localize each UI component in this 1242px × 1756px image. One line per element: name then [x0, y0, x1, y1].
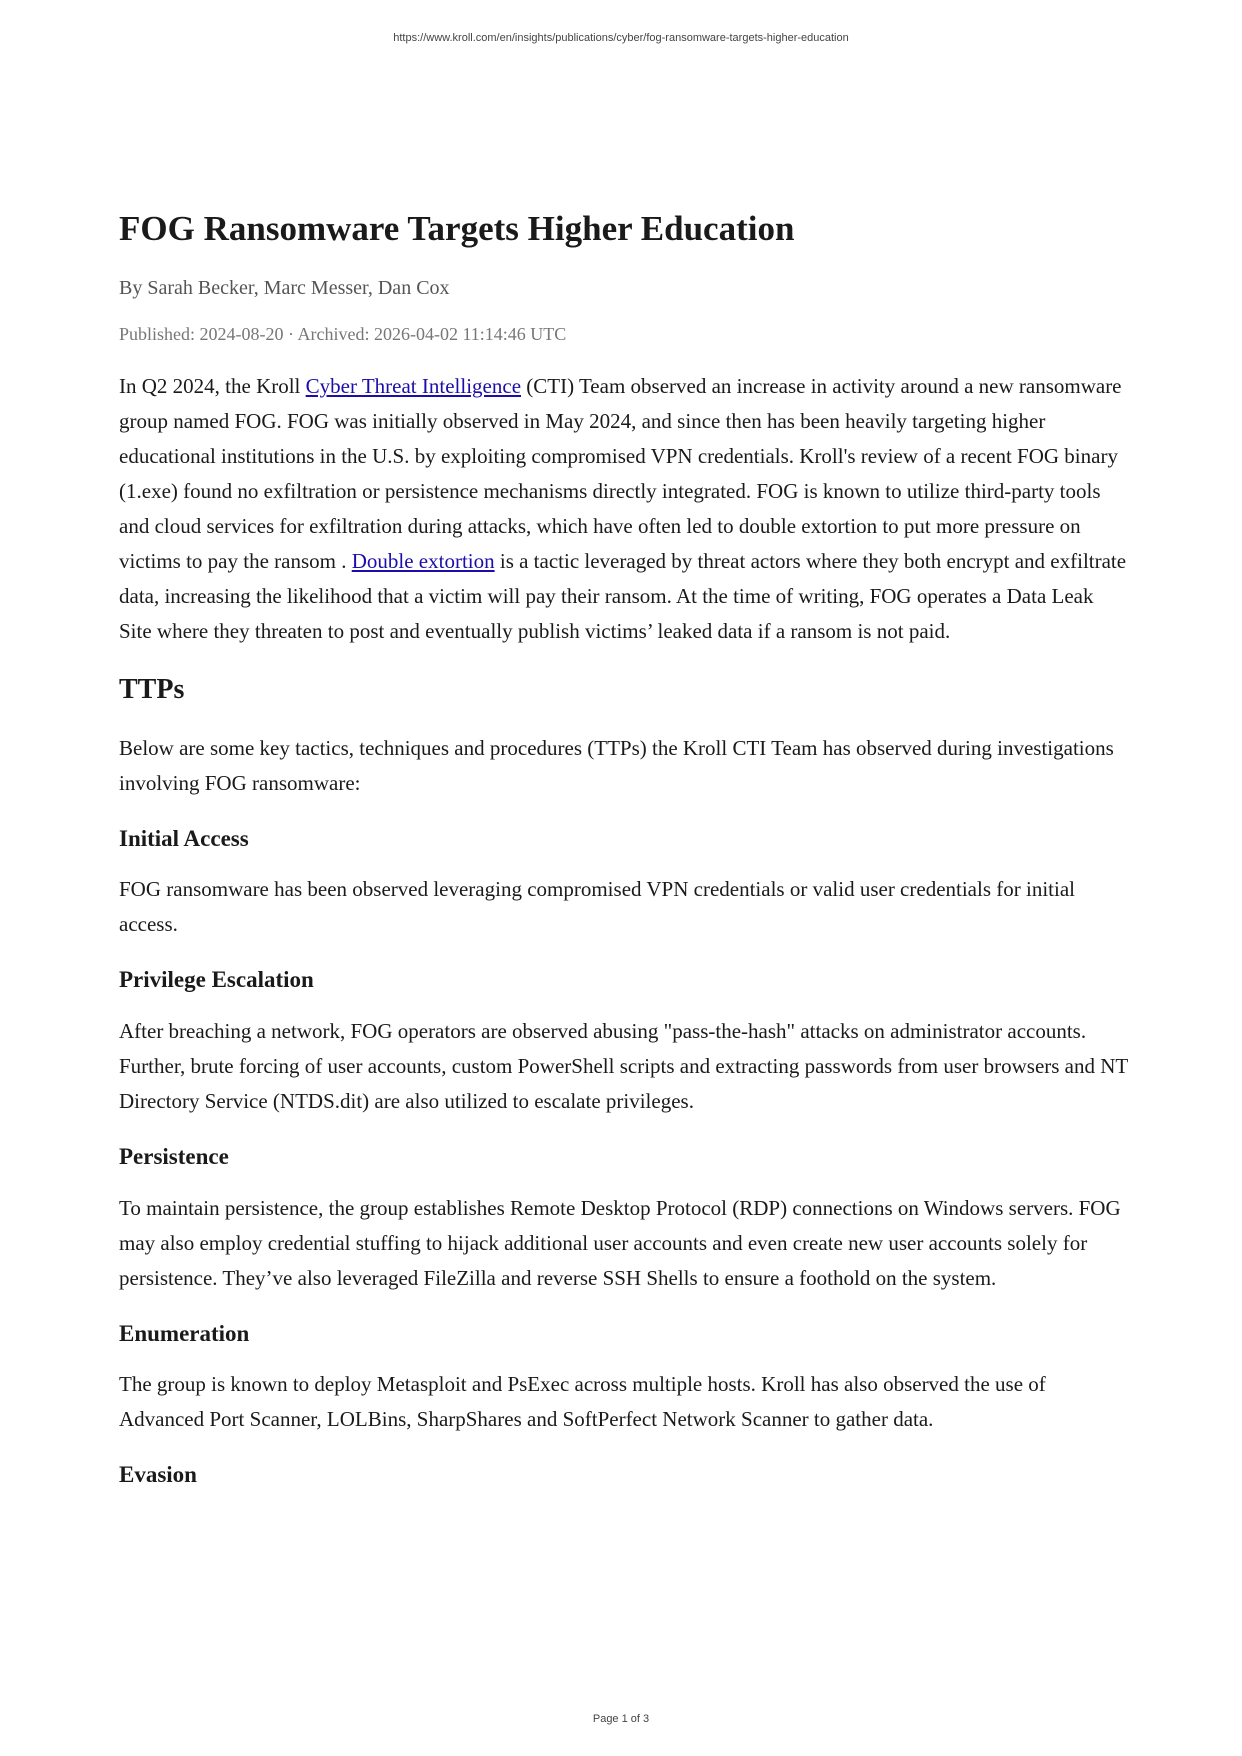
publish-meta: Published: 2024-08-20 · Archived: 2026-04-02 11:14:46 UTC [119, 324, 567, 344]
intro-text-3: is a tactic leveraged by threat actors where they both encrypt and exfiltrate data, increasing the likelihood that a victim will pay their ransom. At the time of writing, FOG operates a Data Leak Site where they threaten to post and eventually publish victims’ leaked data if a ransom is not paid. [119, 549, 1127, 644]
byline: By Sarah Becker, Marc Messer, Dan Cox [119, 277, 450, 299]
enumeration-heading: Enumeration [119, 1320, 250, 1346]
page-number: Page 1 of 3 [592, 1713, 650, 1725]
initial-access-heading: Initial Access [119, 825, 249, 851]
initial-access-text: FOG ransomware has been observed leveraging compromised VPN credentials or valid user credentials for initial access. [119, 877, 1075, 937]
cyber-threat-intelligence-link[interactable]: Cyber Threat Intelligence [305, 374, 522, 399]
privilege-escalation-text: After breaching a network, FOG operators are observed abusing "pass-the-hash" attacks on administrator accounts. Further, brute forcing of user accounts, custom PowerShell scripts and extracting passwords from user browsers and NT Directory Service (NTDS.dit) are also utilized to escalate privileges. [119, 1018, 1128, 1113]
evasion-heading: Evasion [119, 1462, 197, 1488]
page-url: https://www.kroll.com/en/insights/publications/cyber/fog-ransomware-targets-higher-education [393, 32, 849, 44]
persistence-text: To maintain persistence, the group establishes Remote Desktop Protocol (RDP) connections on Windows servers. FOG may also employ credential stuffing to hijack additional user accounts and even create new user accounts solely for persistence. They’ve also leveraged FileZilla and reverse SSH Shells to ensure a foothold on the system. [119, 1195, 1121, 1290]
article [119, 208, 1129, 1509]
ttps-heading: TTPs [119, 674, 185, 706]
article-title: FOG Ransomware Targets Higher Education [119, 209, 795, 248]
privilege-escalation-heading: Privilege Escalation [119, 967, 314, 993]
enumeration-text: The group is known to deploy Metasploit and PsExec across multiple hosts. Kroll has also observed the use of Advanced Port Scanner, LOLBins, SharpShares and SoftPerfect Network Scanner to gather data. [119, 1372, 1046, 1432]
intro-text-1: In Q2 2024, the Kroll [119, 374, 306, 399]
intro-text-2: (CTI) Team observed an increase in activity around a new ransomware group named FOG. FOG was initially observed in May 2024, and since then has been heavily targeting higher educational institutions in the U.S. by exploiting compromised VPN credentials. Kroll's review of a recent FOG binary (1.exe) found no exfiltration or persistence mechanisms directly integrated. FOG is known to utilize third-party tools and cloud services for exfiltration during attacks, which have often led to double extortion to put more pressure on victims to pay the ransom . [119, 374, 1122, 574]
intro-paragraph [119, 369, 1129, 649]
ttps-intro: Below are some key tactics, techniques and procedures (TTPs) the Kroll CTI Team has observed during investigations involving FOG ransomware: [119, 735, 1114, 795]
persistence-heading: Persistence [119, 1143, 229, 1169]
double-extortion-link[interactable]: Double extortion [351, 549, 495, 574]
